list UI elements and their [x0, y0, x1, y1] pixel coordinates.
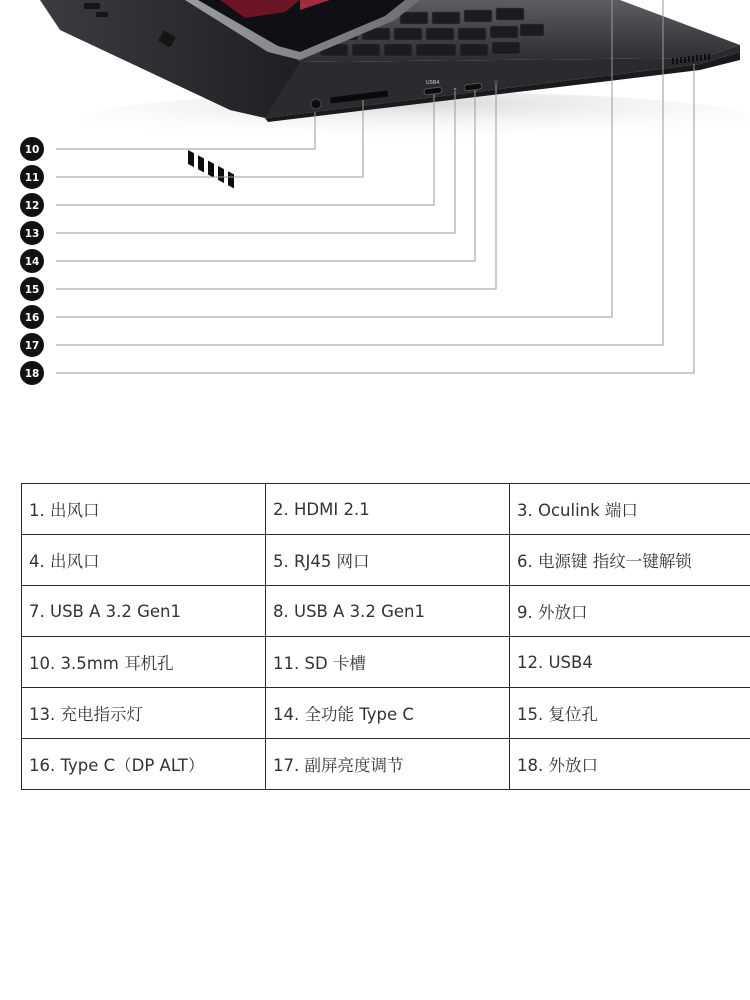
table-cell: 5. RJ45 网口 [266, 535, 510, 586]
table-cell: 6. 电源键 指纹一键解锁 [510, 535, 750, 586]
laptop-port-diagram [0, 0, 750, 400]
table-row [22, 739, 750, 790]
svg-text:12: 12 [24, 200, 40, 212]
callout-11 [20, 165, 44, 189]
callout-10 [20, 137, 44, 161]
table-cell: 8. USB A 3.2 Gen1 [266, 586, 510, 637]
table-cell: 4. 出风口 [22, 535, 266, 586]
callout-16 [20, 305, 44, 329]
table-cell: 17. 副屏亮度调节 [266, 739, 510, 790]
table-row [22, 688, 750, 739]
callout-14 [20, 249, 44, 273]
svg-text:18: 18 [24, 368, 40, 380]
svg-text:10: 10 [24, 144, 40, 156]
svg-text:16: 16 [24, 312, 40, 324]
table-cell: 11. SD 卡槽 [266, 637, 510, 688]
table-cell: 3. Oculink 端口 [510, 484, 750, 535]
table-cell: 7. USB A 3.2 Gen1 [22, 586, 266, 637]
callout-15 [20, 277, 44, 301]
callout-12 [20, 193, 44, 217]
table-cell: 10. 3.5mm 耳机孔 [22, 637, 266, 688]
table-cell: 12. USB4 [510, 637, 750, 688]
port-spec-table [21, 483, 750, 790]
callout-17 [20, 333, 44, 357]
table-row [22, 586, 750, 637]
table-row [22, 535, 750, 586]
svg-text:14: 14 [24, 256, 40, 268]
callout-13 [20, 221, 44, 245]
svg-text:11: 11 [24, 172, 40, 184]
table-cell: 15. 复位孔 [510, 688, 750, 739]
table-cell: 13. 充电指示灯 [22, 688, 266, 739]
table-row [22, 637, 750, 688]
usb4-port-label: USB4 [426, 80, 440, 86]
svg-text:17: 17 [24, 340, 40, 352]
table-cell: 14. 全功能 Type C [266, 688, 510, 739]
svg-text:15: 15 [24, 284, 40, 296]
callout-badges [20, 137, 44, 385]
table-row [22, 484, 750, 535]
table-cell: 16. Type C（DP ALT） [22, 739, 266, 790]
callout-18 [20, 361, 44, 385]
table-cell: 9. 外放口 [510, 586, 750, 637]
table-cell: 2. HDMI 2.1 [266, 484, 510, 535]
svg-text:13: 13 [24, 228, 40, 240]
table-cell: 18. 外放口 [510, 739, 750, 790]
table-cell: 1. 出风口 [22, 484, 266, 535]
